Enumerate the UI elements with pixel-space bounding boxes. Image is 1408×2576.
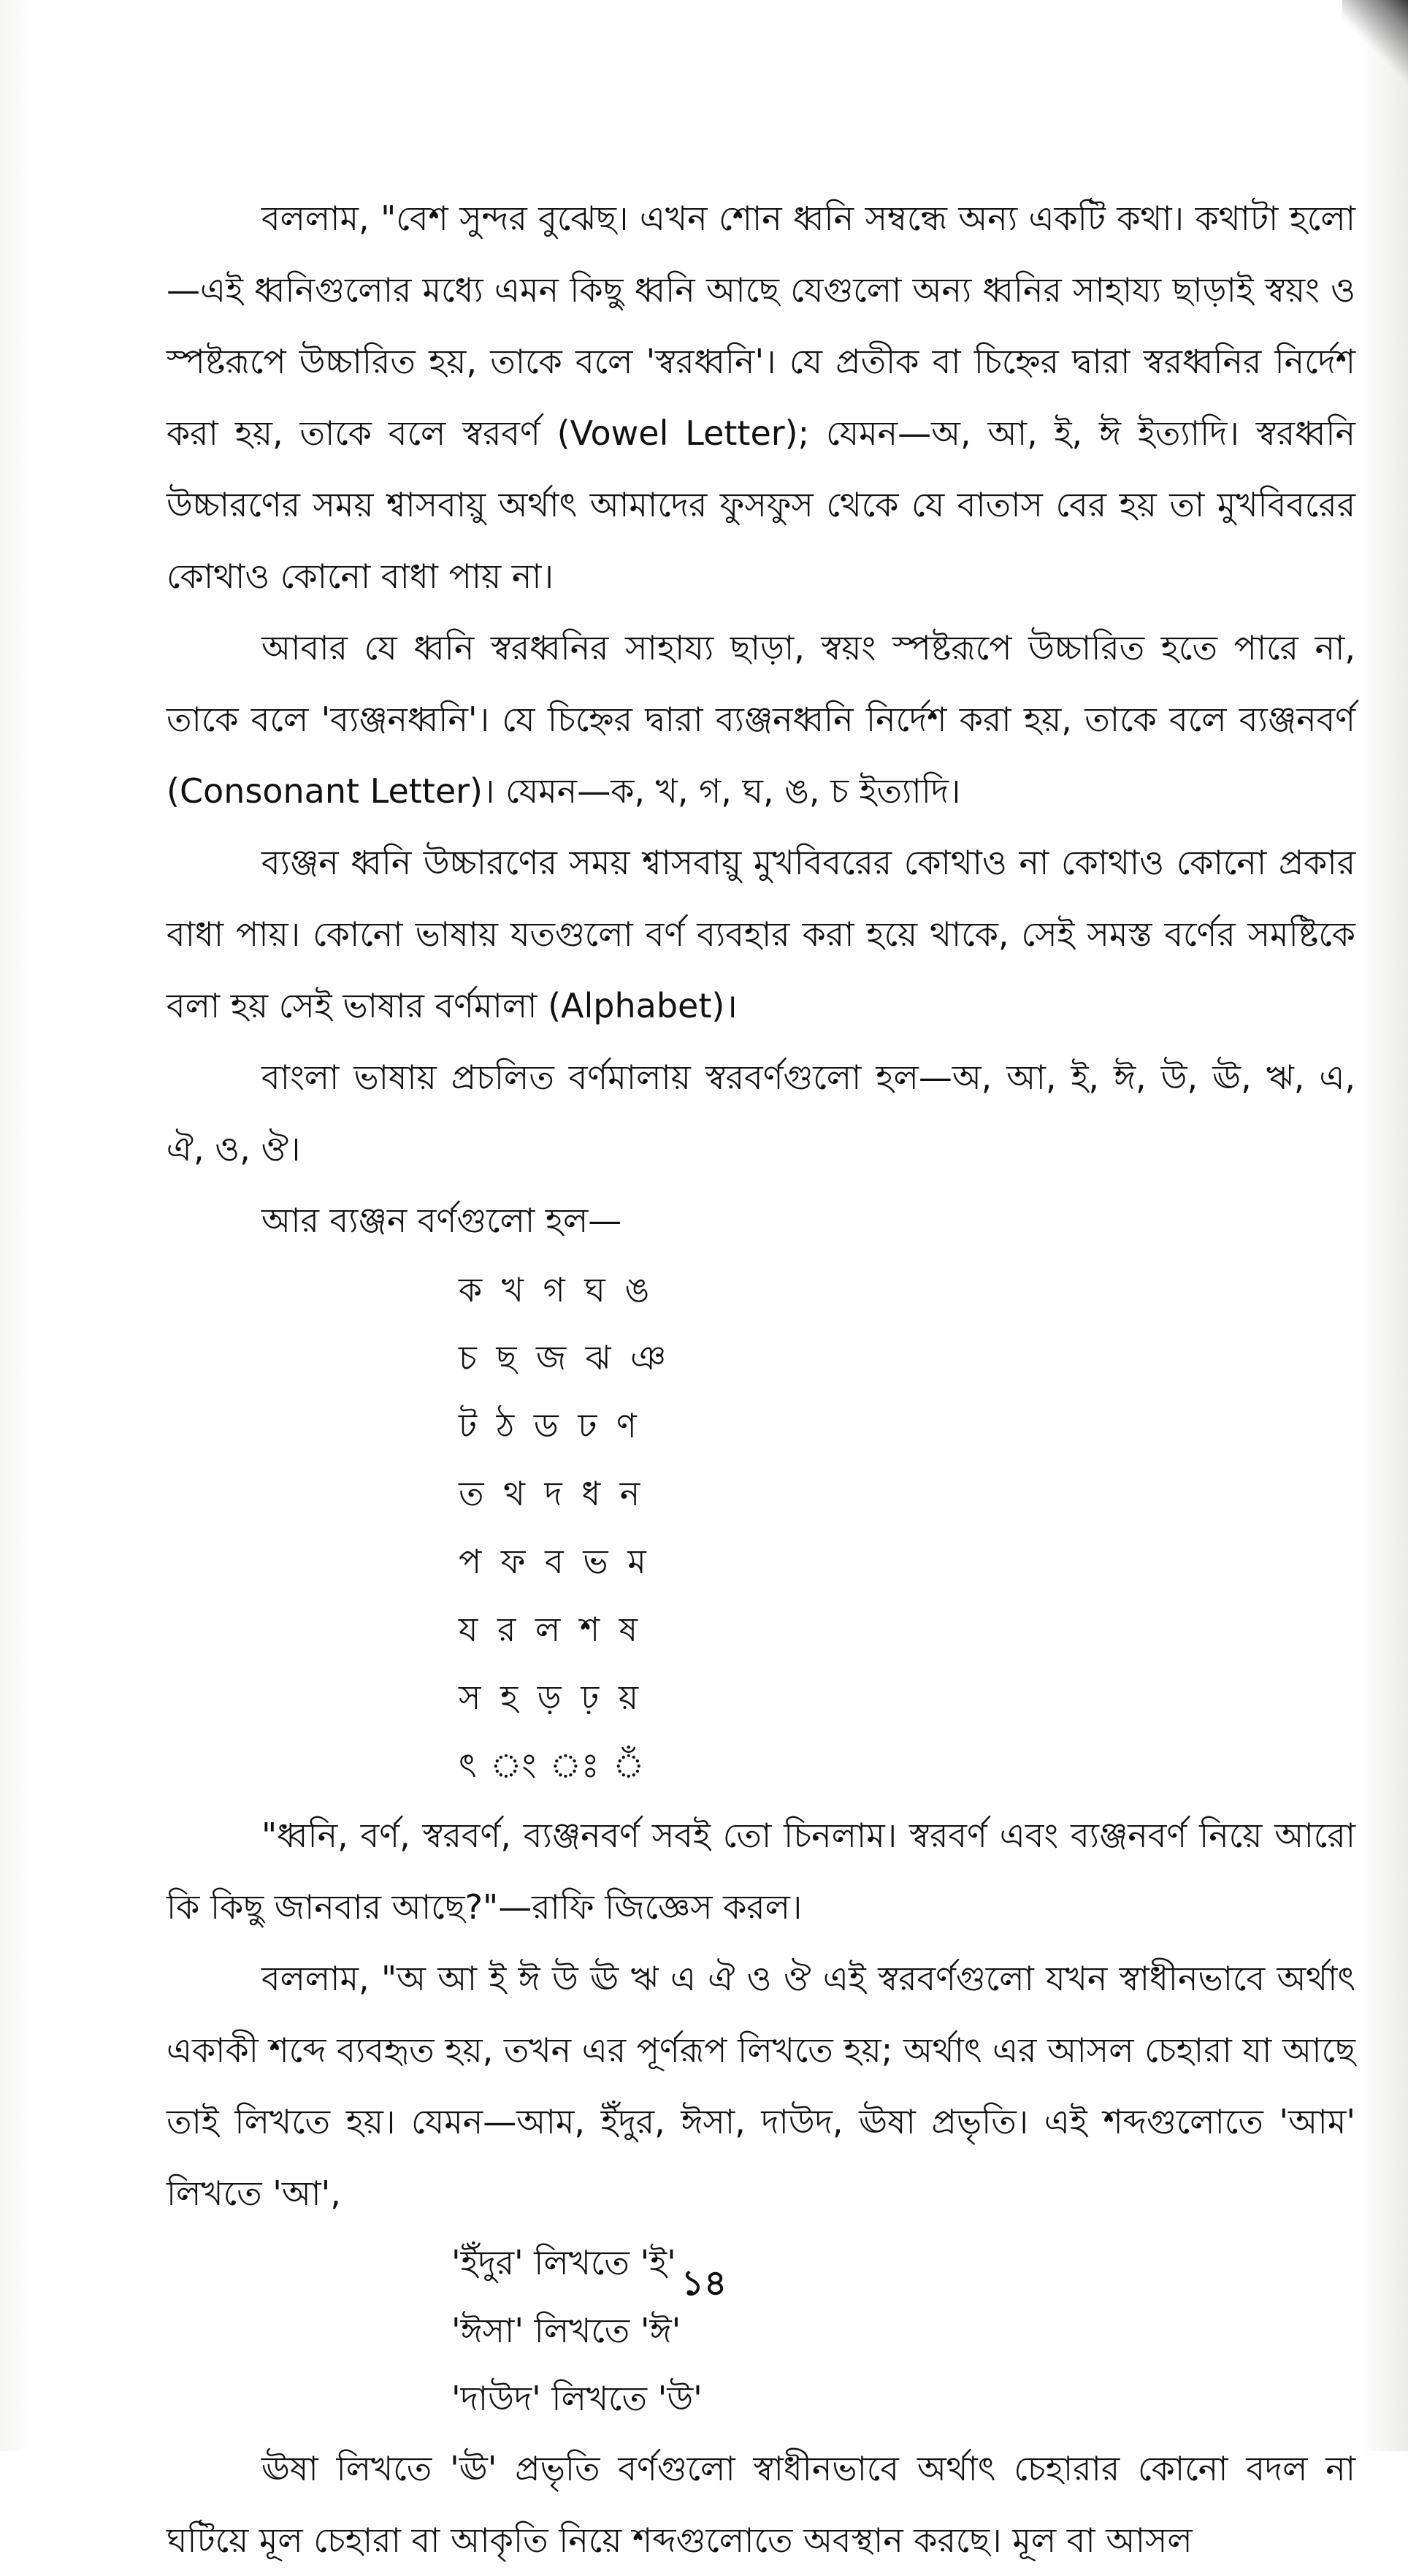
paragraph-question: "ধ্বনি, বর্ণ, স্বরবর্ণ, ব্যঞ্জনবর্ণ সবই তো চিনলাম। স্বরবর্ণ এবং ব্যঞ্জনবর্ণ নিয়ে আরো কি কিছু জানবার আছে?"—রাফি জিজ্ঞেস করল।: [167, 1816, 1355, 1927]
paragraph-consonant-definition: আবার যে ধ্বনি স্বরধ্বনির সাহায্য ছাড়া, স্বয়ং স্পষ্টরূপে উচ্চারিত হতে পারে না, তাকে বলে 'ব্যঞ্জনধ্বনি'। যে চিহ্নের দ্বারা ব্যঞ্জনধ্বনি নির্দেশ করা হয়, তাকে বলে ব্যঞ্জনবর্ণ (Consonant Letter)। যেমন—ক, খ, গ, ঘ, ঙ, চ ইত্যাদি।: [167, 628, 1355, 811]
paragraph-vowel-list: বাংলা ভাষায় প্রচলিত বর্ণমালায় স্বরবর্ণগুলো হল—অ, আ, ই, ঈ, উ, ঊ, ঋ, এ, ঐ, ও, ঔ।: [167, 1058, 1355, 1169]
consonant-row: য র ল শ ষ: [459, 1610, 643, 1649]
paragraph-alphabet-definition: ব্যঞ্জন ধ্বনি উচ্চারণের সময় শ্বাসবায়ু মুখবিবরের কোথাও না কোথাও কোনো প্রকার বাধা পায়। কোনো ভাষায় যতগুলো বর্ণ ব্যবহার করা হয়ে থাকে, সেই সমস্ত বর্ণের সমষ্টিকে বলা হয় সেই ভাষার বর্ণমালা (Alphabet)।: [167, 843, 1355, 1025]
consonant-row: ৎ ং ঃ ঁ: [459, 1746, 649, 1785]
consonant-table: [167, 1256, 1355, 1800]
consonant-row: প ফ ব ভ ম: [459, 1542, 651, 1581]
paragraph-vowel-definition: বললাম, "বেশ সুন্দর বুঝেছ। এখন শোন ধ্বনি সম্বন্ধে অন্য একটি কথা। কথাটা হলো—এই ধ্বনিগুলোর মধ্যে এমন কিছু ধ্বনি আছে যেগুলো অন্য ধ্বনির সাহায্য ছাড়াই স্বয়ং ও স্পষ্টরূপে উচ্চারিত হয়, তাকে বলে 'স্বরধ্বনি'। যে প্রতীক বা চিহ্নের দ্বারা স্বরধ্বনির নির্দেশ করা হয়, তাকে বলে স্বরবর্ণ (Vowel Letter); যেমন—অ, আ, ই, ঈ ইত্যাদি। স্বরধ্বনি উচ্চারণের সময় শ্বাসবায়ু অর্থাৎ আমাদের ফুসফুস থেকে যে বাতাস বের হয় তা মুখবিবরের কোথাও কোনো বাধা পায় না।: [167, 199, 1355, 596]
page-body: [167, 183, 1355, 2576]
consonant-row: ত থ দ ধ ন: [459, 1474, 645, 1513]
consonant-row: চ ছ জ ঝ ঞ: [459, 1338, 670, 1377]
example-item: 'দাউদ' লিখতে 'উ': [451, 2379, 703, 2418]
example-item: 'ঈসা' লিখতে 'ঈ': [451, 2311, 681, 2350]
consonant-row: স হ ড় ঢ় য়: [459, 1678, 643, 1717]
example-item: 'ইঁদুর' লিখতে 'ই': [451, 2243, 676, 2282]
paragraph-conclusion: ঊষা লিখতে 'ঊ' প্রভৃতি বর্ণগুলো স্বাধীনভাবে অর্থাৎ চেহারার কোনো বদল না ঘটিয়ে মূল চেহারা বা আকৃতি নিয়ে শব্দগুলোতে অবস্থান করছে। মূল বা আসল: [167, 2449, 1355, 2560]
page-number: ১৪: [681, 2263, 727, 2304]
page-corner-shadow: [1342, 0, 1408, 88]
paragraph-consonant-intro: আর ব্যঞ্জন বর্ণগুলো হল—: [261, 1201, 622, 1240]
consonant-row: ক খ গ ঘ ঙ: [459, 1270, 654, 1310]
consonant-row: ট ঠ ড ঢ ণ: [459, 1406, 641, 1445]
paragraph-vowel-usage: বললাম, "অ আ ই ঈ উ ঊ ঋ এ ঐ ও ঔ এই স্বরবর্ণগুলো যখন স্বাধীনভাবে অর্থাৎ একাকী শব্দে ব্যবহৃত হয়, তখন এর পূর্ণরূপ লিখতে হয়; অর্থাৎ এর আসল চেহারা যা আছে তাই লিখতে হয়। যেমন—আম, ইঁদুর, ঈসা, দাউদ, ঊষা প্রভৃতি। এই শব্দগুলোতে 'আম' লিখতে 'আ',: [167, 1959, 1355, 2213]
